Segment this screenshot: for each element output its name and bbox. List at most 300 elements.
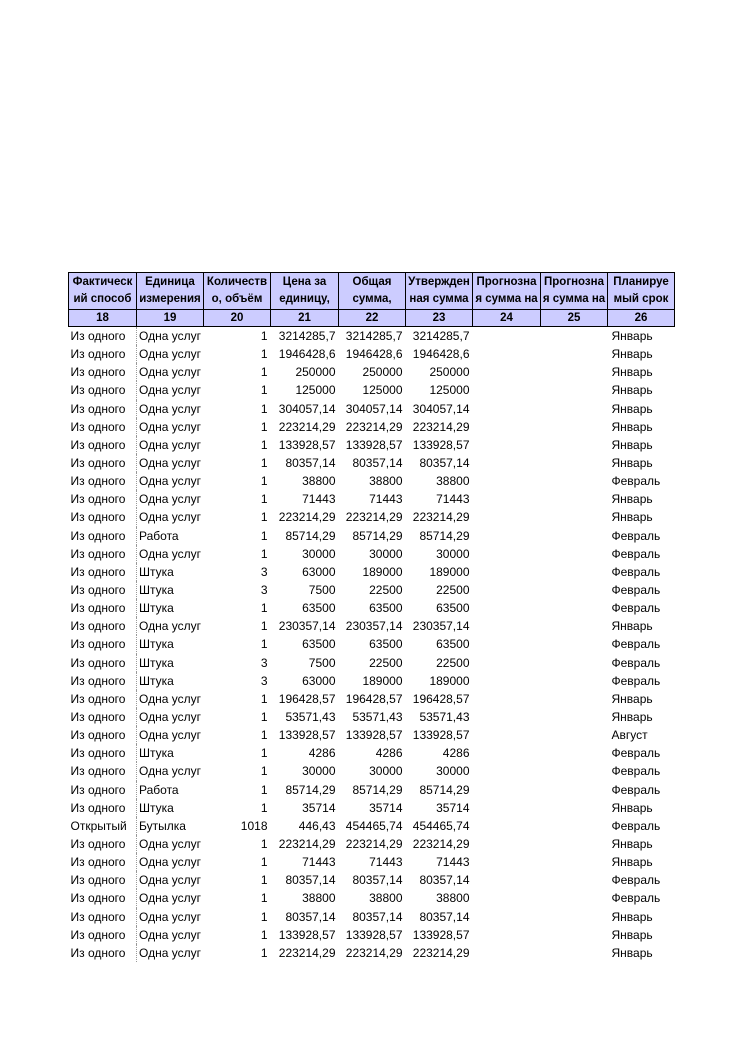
cell-total: 71443 xyxy=(369,855,403,870)
cell-quantity: 1 xyxy=(260,873,268,888)
cell-unit: Одна услуг xyxy=(139,891,201,906)
cell-approved: 223214,29 xyxy=(412,419,470,434)
table-row xyxy=(69,708,675,726)
table-row xyxy=(69,490,675,508)
table-row xyxy=(69,418,675,436)
cell-quantity: 1 xyxy=(260,746,268,761)
cell-unit-price: 7500 xyxy=(308,583,336,598)
cell-forecast-1 xyxy=(473,327,541,346)
cell-unit: Штука xyxy=(139,673,174,688)
column-number: 20 xyxy=(204,310,271,327)
cell-method: Из одного xyxy=(69,835,137,853)
table-row xyxy=(69,635,675,653)
cell-total: 22500 xyxy=(369,655,403,670)
cell-unit: Одна услуг xyxy=(139,456,201,471)
table-row xyxy=(69,508,675,526)
cell-total: 80357,14 xyxy=(352,873,403,888)
cell-total: 3214285,7 xyxy=(345,329,403,344)
cell-method: Из одного xyxy=(69,853,137,871)
cell-forecast-1 xyxy=(473,635,541,653)
cell-forecast-1 xyxy=(473,508,541,526)
table-row xyxy=(69,799,675,817)
cell-approved: 63500 xyxy=(436,637,470,652)
cell-unit-price: 1946428,6 xyxy=(278,347,336,362)
cell-quantity: 1 xyxy=(260,728,268,743)
cell-unit-price: 35714 xyxy=(302,800,336,815)
cell-quantity: 1 xyxy=(260,909,268,924)
cell-approved: 53571,43 xyxy=(419,710,470,725)
cell-quantity: 1 xyxy=(260,510,268,525)
cell-forecast-1 xyxy=(473,527,541,545)
cell-unit: Одна услуг xyxy=(139,510,201,525)
cell-quantity: 1 xyxy=(260,891,268,906)
cell-forecast-2 xyxy=(541,908,608,926)
cell-unit-price: 133928,57 xyxy=(278,437,336,452)
cell-planned-term: Январь xyxy=(611,619,653,634)
cell-method: Из одного xyxy=(69,363,137,381)
cell-forecast-1 xyxy=(473,781,541,799)
table-row xyxy=(69,672,675,690)
cell-planned-term: Февраль xyxy=(611,637,661,652)
cell-total: 223214,29 xyxy=(345,837,403,851)
cell-unit: Одна услуг xyxy=(139,365,201,380)
spreadsheet xyxy=(68,272,675,962)
cell-planned-term: Январь xyxy=(611,329,653,344)
cell-planned-term: Январь xyxy=(611,419,653,434)
cell-method: Из одного xyxy=(69,454,137,472)
cell-planned-term: Январь xyxy=(611,837,653,851)
cell-total: 63500 xyxy=(369,637,403,652)
cell-method: Из одного xyxy=(69,327,137,346)
table-body xyxy=(69,327,675,962)
cell-approved: 4286 xyxy=(442,746,470,761)
cell-forecast-2 xyxy=(541,781,608,799)
table-row xyxy=(69,454,675,472)
cell-quantity: 3 xyxy=(260,564,268,579)
cell-planned-term: Январь xyxy=(611,945,653,960)
cell-approved: 35714 xyxy=(436,800,470,815)
cell-planned-term: Январь xyxy=(611,909,653,924)
cell-approved: 223214,29 xyxy=(412,510,470,525)
cell-approved: 133928,57 xyxy=(412,927,470,942)
cell-planned-term: Август xyxy=(611,728,648,743)
cell-approved: 38800 xyxy=(436,474,470,489)
cell-method: Из одного xyxy=(69,545,137,563)
cell-method: Из одного xyxy=(69,726,137,744)
cell-method: Из одного xyxy=(69,871,137,889)
cell-unit: Одна услуг xyxy=(139,764,201,779)
cell-unit: Одна услуг xyxy=(139,710,201,725)
cell-total: 80357,14 xyxy=(352,909,403,924)
cell-forecast-2 xyxy=(541,418,608,436)
cell-unit-price: 63000 xyxy=(302,673,336,688)
cell-forecast-1 xyxy=(473,418,541,436)
cell-forecast-2 xyxy=(541,744,608,762)
cell-approved: 71443 xyxy=(436,855,470,870)
cell-unit: Штука xyxy=(139,583,174,598)
cell-quantity: 1018 xyxy=(240,818,268,833)
cell-forecast-2 xyxy=(541,762,608,780)
cell-unit: Одна услуг xyxy=(139,945,201,960)
table-row xyxy=(69,345,675,363)
cell-method: Из одного xyxy=(69,926,137,944)
cell-quantity: 1 xyxy=(260,347,268,362)
cell-method: Из одного xyxy=(69,908,137,926)
cell-forecast-2 xyxy=(541,799,608,817)
cell-forecast-2 xyxy=(541,545,608,563)
cell-unit-price: 30000 xyxy=(302,546,336,561)
cell-approved: 85714,29 xyxy=(419,782,470,797)
cell-unit: Одна услуг xyxy=(139,401,201,416)
cell-approved: 189000 xyxy=(429,673,470,688)
cell-unit: Одна услуг xyxy=(139,619,201,634)
column-number: 19 xyxy=(137,310,204,327)
cell-forecast-2 xyxy=(541,527,608,545)
cell-quantity: 1 xyxy=(260,691,268,706)
cell-approved: 85714,29 xyxy=(419,528,470,543)
cell-method: Из одного xyxy=(69,418,137,436)
cell-planned-term: Февраль xyxy=(611,746,661,761)
cell-unit-price: 196428,57 xyxy=(278,691,336,706)
cell-forecast-2 xyxy=(541,708,608,726)
cell-forecast-1 xyxy=(473,581,541,599)
cell-total: 304057,14 xyxy=(345,401,403,416)
header-cell: Единица измерения xyxy=(137,273,204,310)
cell-unit-price: 223214,29 xyxy=(278,510,336,525)
cell-forecast-2 xyxy=(541,853,608,871)
cell-forecast-1 xyxy=(473,690,541,708)
cell-planned-term: Февраль xyxy=(611,818,661,833)
cell-method: Из одного xyxy=(69,472,137,490)
table-row xyxy=(69,817,675,835)
table-row xyxy=(69,527,675,545)
table-row xyxy=(69,690,675,708)
cell-forecast-1 xyxy=(473,400,541,418)
cell-method: Из одного xyxy=(69,490,137,508)
cell-forecast-2 xyxy=(541,835,608,853)
cell-forecast-1 xyxy=(473,726,541,744)
cell-unit: Одна услуг xyxy=(139,546,201,561)
cell-forecast-1 xyxy=(473,762,541,780)
cell-forecast-2 xyxy=(541,726,608,744)
column-number: 22 xyxy=(339,310,406,327)
cell-unit-price: 446,43 xyxy=(298,818,336,833)
cell-total: 133928,57 xyxy=(345,927,403,942)
cell-quantity: 1 xyxy=(260,456,268,471)
cell-method: Из одного xyxy=(69,690,137,708)
cell-forecast-2 xyxy=(541,508,608,526)
cell-quantity: 1 xyxy=(260,855,268,870)
cell-unit: Штука xyxy=(139,655,174,670)
cell-approved: 1946428,6 xyxy=(412,347,470,362)
header-row xyxy=(69,273,675,310)
cell-forecast-2 xyxy=(541,436,608,454)
cell-unit-price: 71443 xyxy=(302,855,336,870)
column-number-row xyxy=(69,310,675,327)
table-row xyxy=(69,762,675,780)
cell-forecast-1 xyxy=(473,454,541,472)
cell-forecast-2 xyxy=(541,490,608,508)
cell-forecast-2 xyxy=(541,889,608,907)
cell-unit-price: 80357,14 xyxy=(285,909,336,924)
cell-unit-price: 63500 xyxy=(302,601,336,616)
cell-approved: 250000 xyxy=(429,365,470,380)
cell-total: 250000 xyxy=(362,365,403,380)
table-row xyxy=(69,926,675,944)
cell-unit: Одна услуг xyxy=(139,909,201,924)
cell-unit: Одна услуг xyxy=(139,383,201,398)
cell-unit-price: 250000 xyxy=(295,365,336,380)
cell-forecast-1 xyxy=(473,490,541,508)
column-number: 21 xyxy=(271,310,339,327)
cell-quantity: 1 xyxy=(260,546,268,561)
cell-forecast-1 xyxy=(473,617,541,635)
column-number: 25 xyxy=(541,310,608,327)
cell-quantity: 3 xyxy=(260,583,268,598)
cell-planned-term: Февраль xyxy=(611,673,661,688)
table-row xyxy=(69,871,675,889)
cell-quantity: 1 xyxy=(260,601,268,616)
header-cell: Общая сумма, xyxy=(339,273,406,310)
cell-planned-term: Январь xyxy=(611,800,653,815)
header-cell: Утвержден ная сумма xyxy=(406,273,473,310)
table-row xyxy=(69,944,675,962)
cell-unit: Работа xyxy=(139,782,179,797)
cell-planned-term: Февраль xyxy=(611,873,661,888)
cell-approved: 133928,57 xyxy=(412,437,470,452)
cell-method: Из одного xyxy=(69,672,137,690)
cell-planned-term: Январь xyxy=(611,710,653,725)
cell-quantity: 1 xyxy=(260,764,268,779)
cell-total: 133928,57 xyxy=(345,728,403,743)
column-number: 26 xyxy=(608,310,675,327)
cell-method: Из одного xyxy=(69,617,137,635)
cell-quantity: 1 xyxy=(260,419,268,434)
table-row xyxy=(69,581,675,599)
cell-forecast-2 xyxy=(541,926,608,944)
cell-unit-price: 53571,43 xyxy=(285,710,336,725)
header-cell: Фактическ ий способ xyxy=(69,273,137,310)
cell-forecast-1 xyxy=(473,654,541,672)
cell-planned-term: Январь xyxy=(611,510,653,525)
cell-total: 189000 xyxy=(362,564,403,579)
cell-unit: Одна услуг xyxy=(139,419,201,434)
table-row xyxy=(69,436,675,454)
cell-unit-price: 223214,29 xyxy=(278,837,336,851)
cell-planned-term: Февраль xyxy=(611,764,661,779)
cell-quantity: 1 xyxy=(260,383,268,398)
cell-forecast-2 xyxy=(541,635,608,653)
cell-forecast-1 xyxy=(473,708,541,726)
cell-forecast-1 xyxy=(473,744,541,762)
cell-approved: 30000 xyxy=(436,764,470,779)
cell-total: 454465,74 xyxy=(345,818,403,833)
cell-unit-price: 38800 xyxy=(302,474,336,489)
cell-forecast-1 xyxy=(473,871,541,889)
cell-planned-term: Январь xyxy=(611,492,653,507)
cell-unit-price: 7500 xyxy=(308,655,336,670)
cell-planned-term: Январь xyxy=(611,927,653,942)
cell-planned-term: Февраль xyxy=(611,655,661,670)
cell-forecast-2 xyxy=(541,454,608,472)
cell-forecast-1 xyxy=(473,545,541,563)
cell-forecast-2 xyxy=(541,617,608,635)
cell-method: Из одного xyxy=(69,581,137,599)
cell-quantity: 3 xyxy=(260,655,268,670)
cell-total: 38800 xyxy=(369,891,403,906)
cell-unit: Одна услуг xyxy=(139,927,201,942)
cell-forecast-1 xyxy=(473,563,541,581)
cell-planned-term: Январь xyxy=(611,347,653,362)
cell-unit-price: 3214285,7 xyxy=(278,329,336,344)
cell-unit: Штука xyxy=(139,746,174,761)
table-row xyxy=(69,599,675,617)
procurement-table xyxy=(68,272,675,962)
cell-unit: Одна услуг xyxy=(139,437,201,452)
cell-method: Из одного xyxy=(69,635,137,653)
cell-forecast-1 xyxy=(473,853,541,871)
cell-forecast-2 xyxy=(541,654,608,672)
cell-unit-price: 63500 xyxy=(302,637,336,652)
cell-unit-price: 125000 xyxy=(295,383,336,398)
cell-total: 230357,14 xyxy=(345,619,403,634)
cell-total: 63500 xyxy=(369,601,403,616)
cell-forecast-1 xyxy=(473,926,541,944)
cell-approved: 454465,74 xyxy=(412,818,470,833)
cell-approved: 80357,14 xyxy=(419,909,470,924)
cell-approved: 71443 xyxy=(436,492,470,507)
cell-total: 4286 xyxy=(375,746,403,761)
cell-unit: Работа xyxy=(139,528,179,543)
cell-method: Из одного xyxy=(69,563,137,581)
cell-forecast-2 xyxy=(541,381,608,399)
cell-approved: 80357,14 xyxy=(419,456,470,471)
cell-total: 71443 xyxy=(369,492,403,507)
cell-approved: 223214,29 xyxy=(412,945,470,960)
cell-forecast-2 xyxy=(541,599,608,617)
cell-unit: Одна услуг xyxy=(139,728,201,743)
cell-total: 30000 xyxy=(369,764,403,779)
cell-quantity: 1 xyxy=(260,782,268,797)
cell-quantity: 1 xyxy=(260,492,268,507)
cell-method: Из одного xyxy=(69,708,137,726)
cell-forecast-2 xyxy=(541,345,608,363)
cell-total: 223214,29 xyxy=(345,945,403,960)
cell-quantity: 1 xyxy=(260,927,268,942)
cell-unit-price: 63000 xyxy=(302,564,336,579)
cell-method: Из одного xyxy=(69,527,137,545)
cell-planned-term: Январь xyxy=(611,365,653,380)
cell-planned-term: Февраль xyxy=(611,564,661,579)
table-row xyxy=(69,563,675,581)
cell-total: 22500 xyxy=(369,583,403,598)
cell-planned-term: Январь xyxy=(611,383,653,398)
cell-forecast-2 xyxy=(541,817,608,835)
cell-approved: 63500 xyxy=(436,601,470,616)
cell-quantity: 1 xyxy=(260,329,268,344)
cell-method: Из одного xyxy=(69,762,137,780)
cell-approved: 196428,57 xyxy=(412,691,470,706)
cell-forecast-2 xyxy=(541,327,608,346)
cell-quantity: 1 xyxy=(260,710,268,725)
cell-forecast-2 xyxy=(541,363,608,381)
cell-planned-term: Январь xyxy=(611,691,653,706)
cell-total: 196428,57 xyxy=(345,691,403,706)
cell-forecast-2 xyxy=(541,581,608,599)
header-cell: Планируе мый срок xyxy=(608,273,675,310)
cell-approved: 22500 xyxy=(436,655,470,670)
cell-method: Из одного xyxy=(69,345,137,363)
cell-planned-term: Февраль xyxy=(611,583,661,598)
cell-unit: Одна услуг xyxy=(139,837,201,851)
cell-quantity: 1 xyxy=(260,474,268,489)
header-cell: Количеств о, объём xyxy=(204,273,271,310)
column-number: 24 xyxy=(473,310,541,327)
cell-planned-term: Февраль xyxy=(611,528,661,543)
cell-quantity: 1 xyxy=(260,619,268,634)
table-row xyxy=(69,744,675,762)
cell-unit: Штука xyxy=(139,800,174,815)
cell-unit-price: 71443 xyxy=(302,492,336,507)
cell-forecast-1 xyxy=(473,799,541,817)
cell-method: Из одного xyxy=(69,944,137,962)
table-row xyxy=(69,472,675,490)
cell-unit: Одна услуг xyxy=(139,855,201,870)
cell-approved: 30000 xyxy=(436,546,470,561)
cell-forecast-1 xyxy=(473,363,541,381)
cell-unit-price: 133928,57 xyxy=(278,728,336,743)
cell-method: Из одного xyxy=(69,400,137,418)
table-row xyxy=(69,617,675,635)
cell-approved: 304057,14 xyxy=(412,401,470,416)
cell-unit-price: 80357,14 xyxy=(285,873,336,888)
cell-forecast-1 xyxy=(473,889,541,907)
cell-forecast-1 xyxy=(473,944,541,962)
column-number: 23 xyxy=(406,310,473,327)
cell-planned-term: Февраль xyxy=(611,546,661,561)
cell-unit: Одна услуг xyxy=(139,873,201,888)
cell-planned-term: Февраль xyxy=(611,474,661,489)
table-row xyxy=(69,400,675,418)
cell-quantity: 1 xyxy=(260,800,268,815)
cell-total: 125000 xyxy=(362,383,403,398)
cell-method: Из одного xyxy=(69,508,137,526)
table-row xyxy=(69,726,675,744)
cell-forecast-2 xyxy=(541,400,608,418)
cell-quantity: 1 xyxy=(260,837,268,851)
cell-planned-term: Февраль xyxy=(611,782,661,797)
cell-unit-price: 304057,14 xyxy=(278,401,336,416)
cell-approved: 38800 xyxy=(436,891,470,906)
cell-unit: Штука xyxy=(139,564,174,579)
cell-approved: 125000 xyxy=(429,383,470,398)
cell-total: 35714 xyxy=(369,800,403,815)
cell-total: 53571,43 xyxy=(352,710,403,725)
cell-unit-price: 223214,29 xyxy=(278,419,336,434)
cell-method: Из одного xyxy=(69,799,137,817)
cell-method: Открытый xyxy=(69,817,137,835)
cell-total: 85714,29 xyxy=(352,782,403,797)
cell-quantity: 1 xyxy=(260,945,268,960)
table-row xyxy=(69,545,675,563)
cell-approved: 22500 xyxy=(436,583,470,598)
cell-forecast-2 xyxy=(541,871,608,889)
header-cell: Прогнозна я сумма на xyxy=(473,273,541,310)
cell-planned-term: Февраль xyxy=(611,601,661,616)
cell-unit-price: 30000 xyxy=(302,764,336,779)
table-row xyxy=(69,781,675,799)
cell-total: 133928,57 xyxy=(345,437,403,452)
